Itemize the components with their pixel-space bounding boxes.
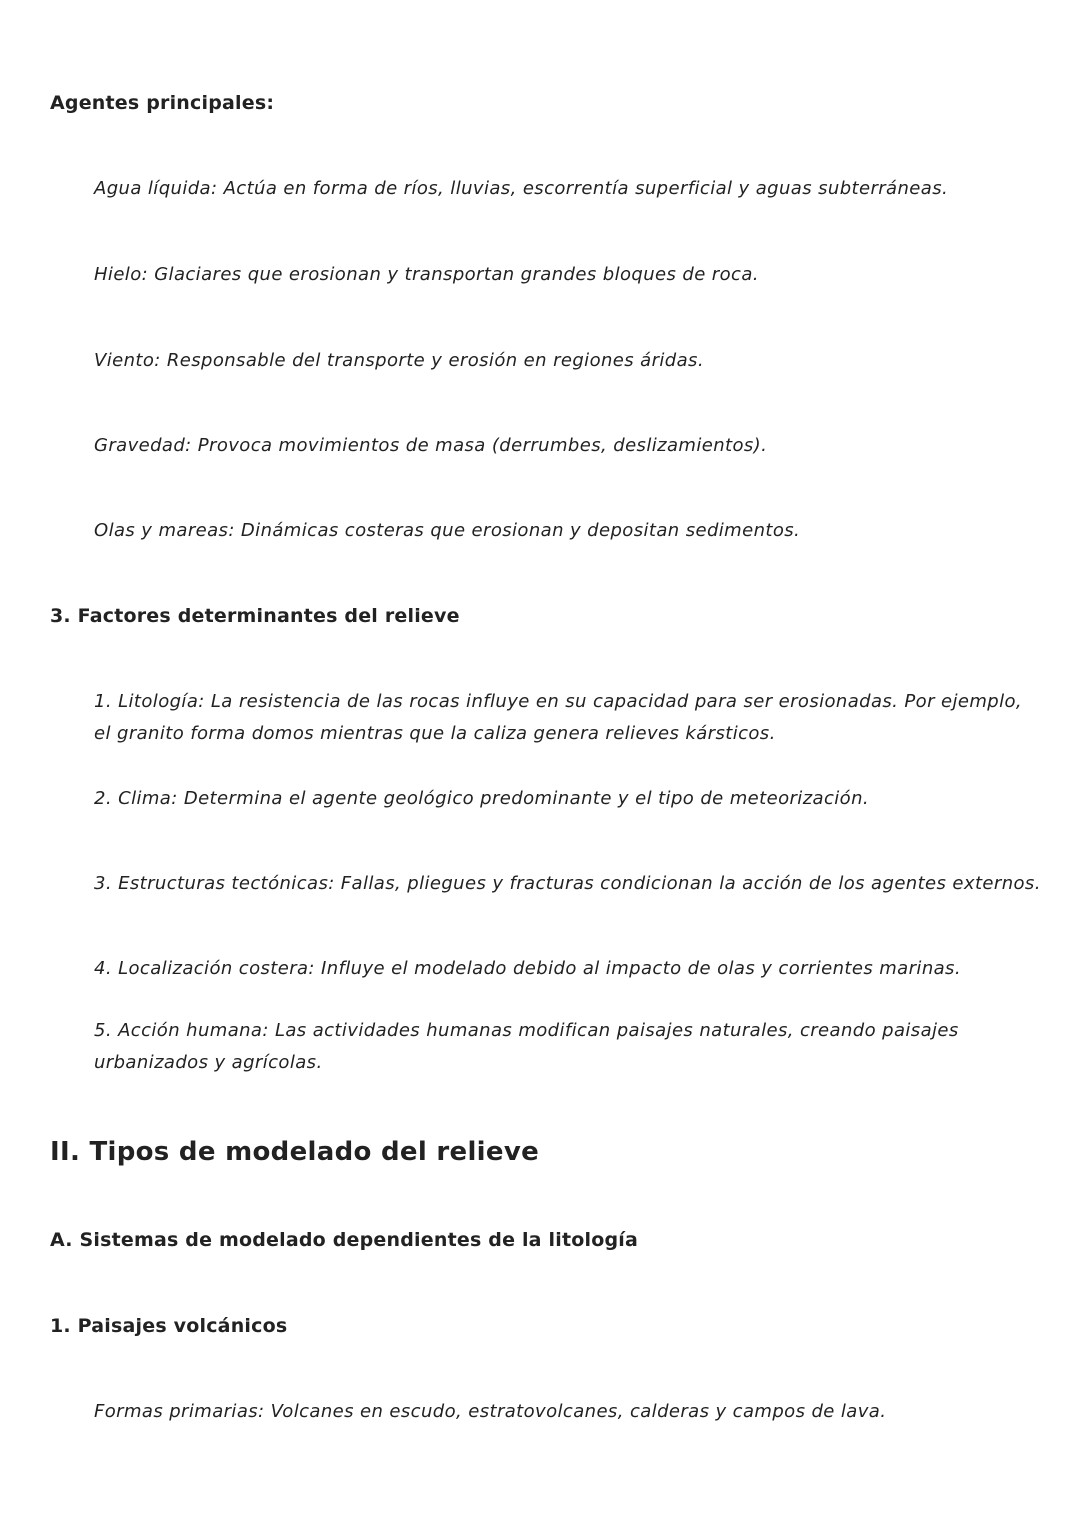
factor-item-lithology: 1. Litología: La resistencia de las rocas influye en su capacidad para ser erosionadas. Por ejemplo, el granito forma domos mientras que la caliza genera relieves kársticos. [94,691,1023,744]
factors-heading: 3. Factores determinantes del relieve [50,605,460,627]
agents-heading: Agentes principales: [50,92,275,114]
factor-item-climate: 2. Clima: Determina el agente geológico predominante y el tipo de meteorización. [94,788,870,809]
agent-item-water: Agua líquida: Actúa en forma de ríos, lluvias, escorrentía superficial y aguas subterráneas. [94,178,949,199]
agent-item-wind: Viento: Responsable del transporte y erosión en regiones áridas. [94,350,704,371]
agent-item-waves: Olas y mareas: Dinámicas costeras que erosionan y depositan sedimentos. [94,520,801,541]
agent-item-gravity: Gravedad: Provoca movimientos de masa (derrumbes, deslizamientos). [94,435,768,456]
factor-item-coastal: 4. Localización costera: Influye el modelado debido al impacto de olas y corrientes marinas. [94,958,961,979]
factor-item-human: 5. Acción humana: Las actividades humanas modifican paisajes naturales, creando paisajes urbanizados y agrícolas. [94,1020,959,1073]
factor-item-tectonic: 3. Estructuras tectónicas: Fallas, pliegues y fracturas condicionan la acción de los agentes externos. [94,873,1041,894]
agent-item-ice: Hielo: Glaciares que erosionan y transportan grandes bloques de roca. [94,264,759,285]
subsection-1-heading: 1. Paisajes volcánicos [50,1315,288,1337]
volcanic-forms-text: Formas primarias: Volcanes en escudo, estratovolcanes, calderas y campos de lava. [94,1401,887,1422]
section-title: II. Tipos de modelado del relieve [50,1137,540,1167]
subsection-a-heading: A. Sistemas de modelado dependientes de la litología [50,1229,638,1251]
